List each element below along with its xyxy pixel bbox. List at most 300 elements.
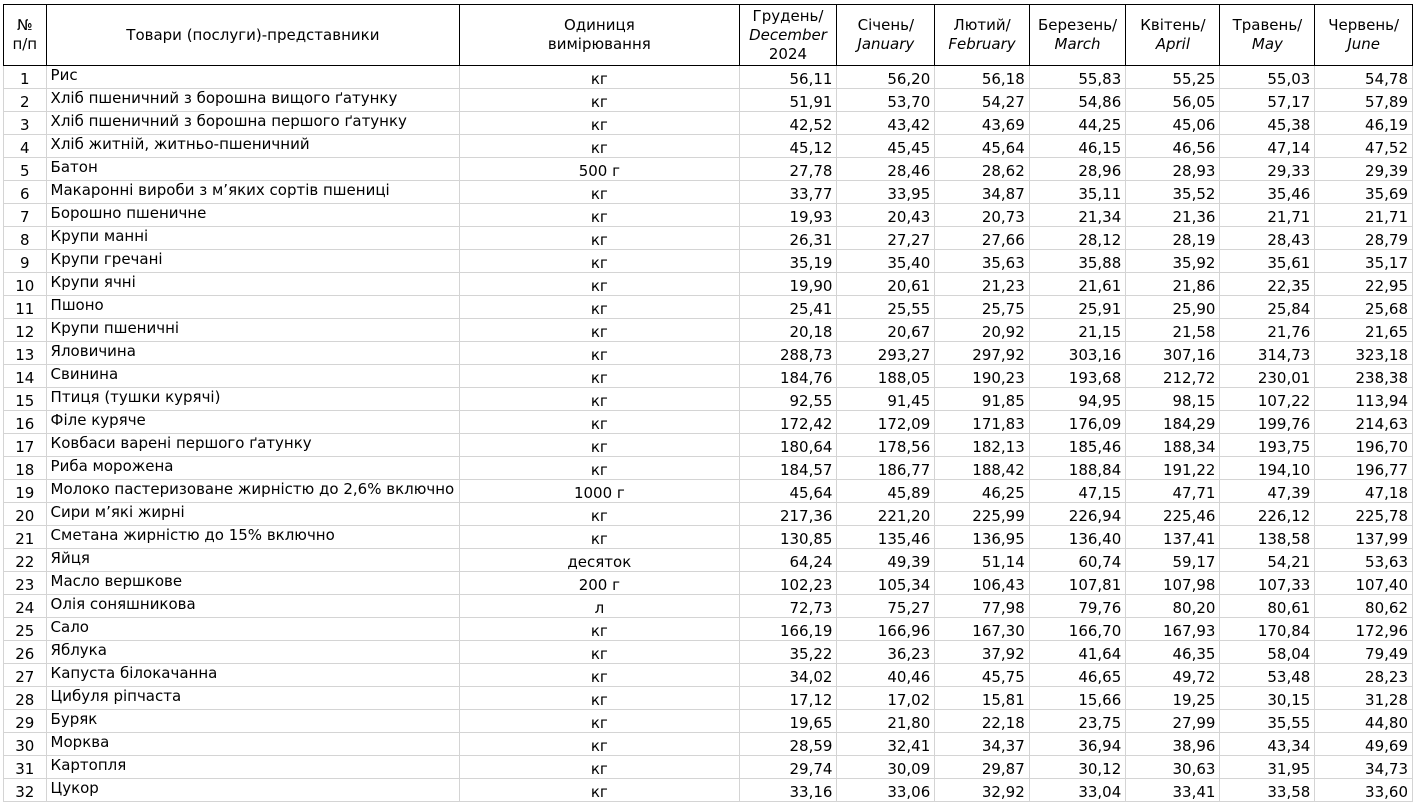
unit-cell[interactable]: л [460, 595, 739, 618]
price-cell[interactable]: 47,15 [1029, 480, 1126, 503]
price-cell[interactable]: 33,06 [837, 779, 935, 802]
price-cell[interactable]: 15,66 [1029, 687, 1126, 710]
product-name-cell[interactable]: Борошно пшеничне [46, 204, 460, 227]
price-cell[interactable]: 20,73 [935, 204, 1030, 227]
price-cell[interactable]: 28,62 [935, 158, 1030, 181]
row-number-cell[interactable]: 13 [4, 342, 47, 365]
price-cell[interactable]: 199,76 [1220, 411, 1315, 434]
price-cell[interactable]: 43,69 [935, 112, 1030, 135]
price-cell[interactable]: 225,78 [1315, 503, 1413, 526]
price-cell[interactable]: 45,64 [739, 480, 837, 503]
product-name-cell[interactable]: Птиця (тушки курячі) [46, 388, 460, 411]
unit-cell[interactable]: кг [460, 181, 739, 204]
price-cell[interactable]: 35,22 [739, 641, 837, 664]
price-cell[interactable]: 33,60 [1315, 779, 1413, 802]
price-cell[interactable]: 166,96 [837, 618, 935, 641]
product-name-cell[interactable]: Яблука [46, 641, 460, 664]
price-cell[interactable]: 34,02 [739, 664, 837, 687]
price-cell[interactable]: 21,34 [1029, 204, 1126, 227]
price-cell[interactable]: 25,90 [1126, 296, 1220, 319]
price-cell[interactable]: 20,92 [935, 319, 1030, 342]
price-cell[interactable]: 27,99 [1126, 710, 1220, 733]
price-cell[interactable]: 27,27 [837, 227, 935, 250]
row-number-cell[interactable]: 25 [4, 618, 47, 641]
price-cell[interactable]: 27,66 [935, 227, 1030, 250]
price-cell[interactable]: 31,95 [1220, 756, 1315, 779]
price-cell[interactable]: 238,38 [1315, 365, 1413, 388]
price-cell[interactable]: 288,73 [739, 342, 837, 365]
header-month[interactable] [935, 5, 1030, 66]
unit-cell[interactable]: кг [460, 457, 739, 480]
row-number-cell[interactable]: 23 [4, 572, 47, 595]
price-cell[interactable]: 91,85 [935, 388, 1030, 411]
price-cell[interactable]: 47,14 [1220, 135, 1315, 158]
unit-cell[interactable]: кг [460, 526, 739, 549]
price-cell[interactable]: 19,93 [739, 204, 837, 227]
product-name-cell[interactable]: Риба морожена [46, 457, 460, 480]
price-cell[interactable]: 64,24 [739, 549, 837, 572]
price-cell[interactable]: 186,77 [837, 457, 935, 480]
price-cell[interactable]: 20,18 [739, 319, 837, 342]
price-cell[interactable]: 172,96 [1315, 618, 1413, 641]
price-cell[interactable]: 47,39 [1220, 480, 1315, 503]
header-unit[interactable] [460, 5, 739, 66]
unit-cell[interactable]: кг [460, 296, 739, 319]
unit-cell[interactable]: кг [460, 250, 739, 273]
price-cell[interactable]: 29,87 [935, 756, 1030, 779]
product-name-cell[interactable]: Цибуля ріпчаста [46, 687, 460, 710]
unit-cell[interactable]: кг [460, 434, 739, 457]
header-month[interactable] [1029, 5, 1126, 66]
unit-cell[interactable]: 200 г [460, 572, 739, 595]
price-cell[interactable]: 20,61 [837, 273, 935, 296]
price-cell[interactable]: 72,73 [739, 595, 837, 618]
price-cell[interactable]: 166,19 [739, 618, 837, 641]
price-cell[interactable]: 56,18 [935, 66, 1030, 89]
price-cell[interactable]: 107,22 [1220, 388, 1315, 411]
price-cell[interactable]: 35,52 [1126, 181, 1220, 204]
price-cell[interactable]: 55,03 [1220, 66, 1315, 89]
price-cell[interactable]: 217,36 [739, 503, 837, 526]
price-cell[interactable]: 194,10 [1220, 457, 1315, 480]
row-number-cell[interactable]: 10 [4, 273, 47, 296]
unit-cell[interactable]: кг [460, 365, 739, 388]
price-cell[interactable]: 28,93 [1126, 158, 1220, 181]
unit-cell[interactable]: кг [460, 66, 739, 89]
price-cell[interactable]: 180,64 [739, 434, 837, 457]
price-cell[interactable]: 46,19 [1315, 112, 1413, 135]
price-cell[interactable]: 107,81 [1029, 572, 1126, 595]
product-name-cell[interactable]: Яловичина [46, 342, 460, 365]
price-cell[interactable]: 26,31 [739, 227, 837, 250]
price-cell[interactable]: 75,27 [837, 595, 935, 618]
price-cell[interactable]: 92,55 [739, 388, 837, 411]
price-cell[interactable]: 188,84 [1029, 457, 1126, 480]
unit-cell[interactable]: кг [460, 135, 739, 158]
row-number-cell[interactable]: 18 [4, 457, 47, 480]
unit-cell[interactable]: кг [460, 89, 739, 112]
price-cell[interactable]: 35,40 [837, 250, 935, 273]
header-number[interactable] [4, 5, 47, 66]
product-name-cell[interactable]: Яйця [46, 549, 460, 572]
price-cell[interactable]: 40,46 [837, 664, 935, 687]
product-name-cell[interactable]: Крупи пшеничні [46, 319, 460, 342]
price-cell[interactable]: 135,46 [837, 526, 935, 549]
price-cell[interactable]: 33,04 [1029, 779, 1126, 802]
product-name-cell[interactable]: Молоко пастеризоване жирністю до 2,6% включно [46, 480, 460, 503]
price-cell[interactable]: 44,80 [1315, 710, 1413, 733]
price-cell[interactable]: 19,25 [1126, 687, 1220, 710]
price-cell[interactable]: 21,71 [1315, 204, 1413, 227]
price-cell[interactable]: 106,43 [935, 572, 1030, 595]
price-cell[interactable]: 34,87 [935, 181, 1030, 204]
product-name-cell[interactable]: Буряк [46, 710, 460, 733]
product-name-cell[interactable]: Картопля [46, 756, 460, 779]
price-cell[interactable]: 58,04 [1220, 641, 1315, 664]
price-cell[interactable]: 28,43 [1220, 227, 1315, 250]
price-cell[interactable]: 45,75 [935, 664, 1030, 687]
price-cell[interactable]: 28,79 [1315, 227, 1413, 250]
unit-cell[interactable]: 500 г [460, 158, 739, 181]
product-name-cell[interactable]: Морква [46, 733, 460, 756]
price-cell[interactable]: 36,94 [1029, 733, 1126, 756]
unit-cell[interactable]: кг [460, 710, 739, 733]
row-number-cell[interactable]: 14 [4, 365, 47, 388]
price-cell[interactable]: 21,71 [1220, 204, 1315, 227]
price-cell[interactable]: 35,55 [1220, 710, 1315, 733]
price-cell[interactable]: 59,17 [1126, 549, 1220, 572]
row-number-cell[interactable]: 8 [4, 227, 47, 250]
price-cell[interactable]: 47,52 [1315, 135, 1413, 158]
price-cell[interactable]: 49,39 [837, 549, 935, 572]
price-cell[interactable]: 45,12 [739, 135, 837, 158]
price-cell[interactable]: 167,93 [1126, 618, 1220, 641]
product-name-cell[interactable]: Капуста білокачанна [46, 664, 460, 687]
price-cell[interactable]: 191,22 [1126, 457, 1220, 480]
header-month[interactable] [837, 5, 935, 66]
price-cell[interactable]: 188,42 [935, 457, 1030, 480]
unit-cell[interactable]: кг [460, 319, 739, 342]
price-cell[interactable]: 45,45 [837, 135, 935, 158]
price-cell[interactable]: 21,76 [1220, 319, 1315, 342]
row-number-cell[interactable]: 3 [4, 112, 47, 135]
price-cell[interactable]: 28,23 [1315, 664, 1413, 687]
price-cell[interactable]: 30,15 [1220, 687, 1315, 710]
price-cell[interactable]: 102,23 [739, 572, 837, 595]
row-number-cell[interactable]: 15 [4, 388, 47, 411]
product-name-cell[interactable]: Крупи гречані [46, 250, 460, 273]
price-cell[interactable]: 35,17 [1315, 250, 1413, 273]
price-cell[interactable]: 91,45 [837, 388, 935, 411]
product-name-cell[interactable]: Філе куряче [46, 411, 460, 434]
price-cell[interactable]: 36,23 [837, 641, 935, 664]
price-cell[interactable]: 45,89 [837, 480, 935, 503]
price-cell[interactable]: 79,49 [1315, 641, 1413, 664]
price-cell[interactable]: 28,46 [837, 158, 935, 181]
price-cell[interactable]: 314,73 [1220, 342, 1315, 365]
price-cell[interactable]: 136,40 [1029, 526, 1126, 549]
price-cell[interactable]: 35,88 [1029, 250, 1126, 273]
price-cell[interactable]: 167,30 [935, 618, 1030, 641]
row-number-cell[interactable]: 4 [4, 135, 47, 158]
price-cell[interactable]: 44,25 [1029, 112, 1126, 135]
row-number-cell[interactable]: 7 [4, 204, 47, 227]
price-cell[interactable]: 35,19 [739, 250, 837, 273]
price-cell[interactable]: 98,15 [1126, 388, 1220, 411]
product-name-cell[interactable]: Свинина [46, 365, 460, 388]
row-number-cell[interactable]: 2 [4, 89, 47, 112]
row-number-cell[interactable]: 21 [4, 526, 47, 549]
row-number-cell[interactable]: 29 [4, 710, 47, 733]
price-cell[interactable]: 17,02 [837, 687, 935, 710]
price-cell[interactable]: 35,11 [1029, 181, 1126, 204]
price-cell[interactable]: 226,12 [1220, 503, 1315, 526]
price-cell[interactable]: 54,78 [1315, 66, 1413, 89]
price-cell[interactable]: 35,69 [1315, 181, 1413, 204]
unit-cell[interactable]: кг [460, 641, 739, 664]
price-cell[interactable]: 19,65 [739, 710, 837, 733]
price-cell[interactable]: 105,34 [837, 572, 935, 595]
price-cell[interactable]: 55,83 [1029, 66, 1126, 89]
row-number-cell[interactable]: 28 [4, 687, 47, 710]
unit-cell[interactable]: кг [460, 411, 739, 434]
price-cell[interactable]: 23,75 [1029, 710, 1126, 733]
product-name-cell[interactable]: Олія соняшникова [46, 595, 460, 618]
row-number-cell[interactable]: 31 [4, 756, 47, 779]
header-month[interactable] [739, 5, 837, 66]
price-cell[interactable]: 31,28 [1315, 687, 1413, 710]
price-cell[interactable]: 107,98 [1126, 572, 1220, 595]
price-cell[interactable]: 184,29 [1126, 411, 1220, 434]
product-name-cell[interactable]: Сметана жирністю до 15% включно [46, 526, 460, 549]
price-cell[interactable]: 25,68 [1315, 296, 1413, 319]
price-cell[interactable]: 34,37 [935, 733, 1030, 756]
row-number-cell[interactable]: 24 [4, 595, 47, 618]
price-cell[interactable]: 113,94 [1315, 388, 1413, 411]
unit-cell[interactable]: кг [460, 342, 739, 365]
row-number-cell[interactable]: 9 [4, 250, 47, 273]
price-cell[interactable]: 37,92 [935, 641, 1030, 664]
unit-cell[interactable]: кг [460, 273, 739, 296]
row-number-cell[interactable]: 32 [4, 779, 47, 802]
product-name-cell[interactable]: Хліб житній, житньо-пшеничний [46, 135, 460, 158]
product-name-cell[interactable]: Цукор [46, 779, 460, 802]
price-cell[interactable]: 35,61 [1220, 250, 1315, 273]
price-cell[interactable]: 221,20 [837, 503, 935, 526]
price-cell[interactable]: 79,76 [1029, 595, 1126, 618]
price-cell[interactable]: 56,20 [837, 66, 935, 89]
price-cell[interactable]: 20,67 [837, 319, 935, 342]
price-cell[interactable]: 33,77 [739, 181, 837, 204]
unit-cell[interactable]: кг [460, 664, 739, 687]
price-cell[interactable]: 230,01 [1220, 365, 1315, 388]
price-cell[interactable]: 30,09 [837, 756, 935, 779]
price-cell[interactable]: 138,58 [1220, 526, 1315, 549]
price-cell[interactable]: 21,65 [1315, 319, 1413, 342]
price-cell[interactable]: 178,56 [837, 434, 935, 457]
row-number-cell[interactable]: 12 [4, 319, 47, 342]
price-cell[interactable]: 130,85 [739, 526, 837, 549]
price-cell[interactable]: 20,43 [837, 204, 935, 227]
price-cell[interactable]: 188,34 [1126, 434, 1220, 457]
price-cell[interactable]: 80,62 [1315, 595, 1413, 618]
price-cell[interactable]: 27,78 [739, 158, 837, 181]
price-cell[interactable]: 193,68 [1029, 365, 1126, 388]
price-cell[interactable]: 33,95 [837, 181, 935, 204]
price-cell[interactable]: 166,70 [1029, 618, 1126, 641]
price-cell[interactable]: 33,58 [1220, 779, 1315, 802]
price-cell[interactable]: 30,63 [1126, 756, 1220, 779]
product-name-cell[interactable]: Сири м’які жирні [46, 503, 460, 526]
price-cell[interactable]: 196,77 [1315, 457, 1413, 480]
price-cell[interactable]: 28,96 [1029, 158, 1126, 181]
price-cell[interactable]: 54,27 [935, 89, 1030, 112]
row-number-cell[interactable]: 17 [4, 434, 47, 457]
price-cell[interactable]: 33,41 [1126, 779, 1220, 802]
price-cell[interactable]: 171,83 [935, 411, 1030, 434]
price-cell[interactable]: 34,73 [1315, 756, 1413, 779]
price-cell[interactable]: 226,94 [1029, 503, 1126, 526]
row-number-cell[interactable]: 11 [4, 296, 47, 319]
price-cell[interactable]: 33,16 [739, 779, 837, 802]
row-number-cell[interactable]: 6 [4, 181, 47, 204]
price-cell[interactable]: 80,20 [1126, 595, 1220, 618]
price-cell[interactable]: 54,86 [1029, 89, 1126, 112]
product-name-cell[interactable]: Сало [46, 618, 460, 641]
unit-cell[interactable]: кг [460, 204, 739, 227]
price-cell[interactable]: 28,59 [739, 733, 837, 756]
price-cell[interactable]: 172,09 [837, 411, 935, 434]
unit-cell[interactable]: десяток [460, 549, 739, 572]
price-cell[interactable]: 49,72 [1126, 664, 1220, 687]
price-cell[interactable]: 22,95 [1315, 273, 1413, 296]
price-cell[interactable]: 21,58 [1126, 319, 1220, 342]
price-cell[interactable]: 21,80 [837, 710, 935, 733]
price-cell[interactable]: 51,14 [935, 549, 1030, 572]
price-cell[interactable]: 293,27 [837, 342, 935, 365]
price-cell[interactable]: 54,21 [1220, 549, 1315, 572]
price-cell[interactable]: 172,42 [739, 411, 837, 434]
price-cell[interactable]: 45,64 [935, 135, 1030, 158]
price-cell[interactable]: 57,89 [1315, 89, 1413, 112]
price-cell[interactable]: 184,76 [739, 365, 837, 388]
price-cell[interactable]: 56,11 [739, 66, 837, 89]
product-name-cell[interactable]: Масло вершкове [46, 572, 460, 595]
price-cell[interactable]: 25,55 [837, 296, 935, 319]
price-cell[interactable]: 46,25 [935, 480, 1030, 503]
product-name-cell[interactable]: Ковбаси варені першого ґатунку [46, 434, 460, 457]
price-cell[interactable]: 56,05 [1126, 89, 1220, 112]
price-cell[interactable]: 21,23 [935, 273, 1030, 296]
price-cell[interactable]: 43,42 [837, 112, 935, 135]
unit-cell[interactable]: кг [460, 756, 739, 779]
price-cell[interactable]: 47,18 [1315, 480, 1413, 503]
price-cell[interactable]: 225,99 [935, 503, 1030, 526]
header-month[interactable] [1126, 5, 1220, 66]
price-cell[interactable]: 184,57 [739, 457, 837, 480]
price-cell[interactable]: 46,35 [1126, 641, 1220, 664]
unit-cell[interactable]: кг [460, 733, 739, 756]
price-cell[interactable]: 29,39 [1315, 158, 1413, 181]
product-name-cell[interactable]: Батон [46, 158, 460, 181]
row-number-cell[interactable]: 27 [4, 664, 47, 687]
price-cell[interactable]: 53,63 [1315, 549, 1413, 572]
product-name-cell[interactable]: Рис [46, 66, 460, 89]
price-cell[interactable]: 25,41 [739, 296, 837, 319]
row-number-cell[interactable]: 16 [4, 411, 47, 434]
price-cell[interactable]: 137,99 [1315, 526, 1413, 549]
price-cell[interactable]: 77,98 [935, 595, 1030, 618]
price-cell[interactable]: 193,75 [1220, 434, 1315, 457]
price-cell[interactable]: 107,33 [1220, 572, 1315, 595]
price-cell[interactable]: 303,16 [1029, 342, 1126, 365]
price-cell[interactable]: 45,06 [1126, 112, 1220, 135]
product-name-cell[interactable]: Хліб пшеничний з борошна вищого ґатунку [46, 89, 460, 112]
price-cell[interactable]: 25,91 [1029, 296, 1126, 319]
price-cell[interactable]: 21,86 [1126, 273, 1220, 296]
price-cell[interactable]: 190,23 [935, 365, 1030, 388]
row-number-cell[interactable]: 20 [4, 503, 47, 526]
price-cell[interactable]: 25,84 [1220, 296, 1315, 319]
price-cell[interactable]: 25,75 [935, 296, 1030, 319]
unit-cell[interactable]: кг [460, 388, 739, 411]
price-cell[interactable]: 22,35 [1220, 273, 1315, 296]
unit-cell[interactable]: 1000 г [460, 480, 739, 503]
price-cell[interactable]: 21,36 [1126, 204, 1220, 227]
price-cell[interactable]: 35,63 [935, 250, 1030, 273]
price-cell[interactable]: 137,41 [1126, 526, 1220, 549]
price-cell[interactable]: 176,09 [1029, 411, 1126, 434]
unit-cell[interactable]: кг [460, 112, 739, 135]
price-cell[interactable]: 29,74 [739, 756, 837, 779]
price-cell[interactable]: 21,61 [1029, 273, 1126, 296]
price-cell[interactable]: 185,46 [1029, 434, 1126, 457]
price-cell[interactable]: 94,95 [1029, 388, 1126, 411]
price-cell[interactable]: 55,25 [1126, 66, 1220, 89]
price-cell[interactable]: 47,71 [1126, 480, 1220, 503]
price-cell[interactable]: 46,56 [1126, 135, 1220, 158]
price-cell[interactable]: 182,13 [935, 434, 1030, 457]
row-number-cell[interactable]: 22 [4, 549, 47, 572]
price-cell[interactable]: 46,65 [1029, 664, 1126, 687]
price-cell[interactable]: 53,70 [837, 89, 935, 112]
price-cell[interactable]: 38,96 [1126, 733, 1220, 756]
price-cell[interactable]: 43,34 [1220, 733, 1315, 756]
header-month[interactable] [1220, 5, 1315, 66]
price-cell[interactable]: 22,18 [935, 710, 1030, 733]
unit-cell[interactable]: кг [460, 687, 739, 710]
product-name-cell[interactable]: Крупи ячні [46, 273, 460, 296]
price-cell[interactable]: 42,52 [739, 112, 837, 135]
price-cell[interactable]: 57,17 [1220, 89, 1315, 112]
price-cell[interactable]: 35,92 [1126, 250, 1220, 273]
price-cell[interactable]: 49,69 [1315, 733, 1413, 756]
price-cell[interactable]: 32,92 [935, 779, 1030, 802]
row-number-cell[interactable]: 5 [4, 158, 47, 181]
product-name-cell[interactable]: Крупи манні [46, 227, 460, 250]
price-cell[interactable]: 41,64 [1029, 641, 1126, 664]
header-month[interactable] [1315, 5, 1413, 66]
price-cell[interactable]: 46,15 [1029, 135, 1126, 158]
price-cell[interactable]: 53,48 [1220, 664, 1315, 687]
price-cell[interactable]: 17,12 [739, 687, 837, 710]
price-cell[interactable]: 107,40 [1315, 572, 1413, 595]
price-cell[interactable]: 32,41 [837, 733, 935, 756]
unit-cell[interactable]: кг [460, 618, 739, 641]
price-cell[interactable]: 225,46 [1126, 503, 1220, 526]
product-name-cell[interactable]: Пшоно [46, 296, 460, 319]
price-cell[interactable]: 29,33 [1220, 158, 1315, 181]
